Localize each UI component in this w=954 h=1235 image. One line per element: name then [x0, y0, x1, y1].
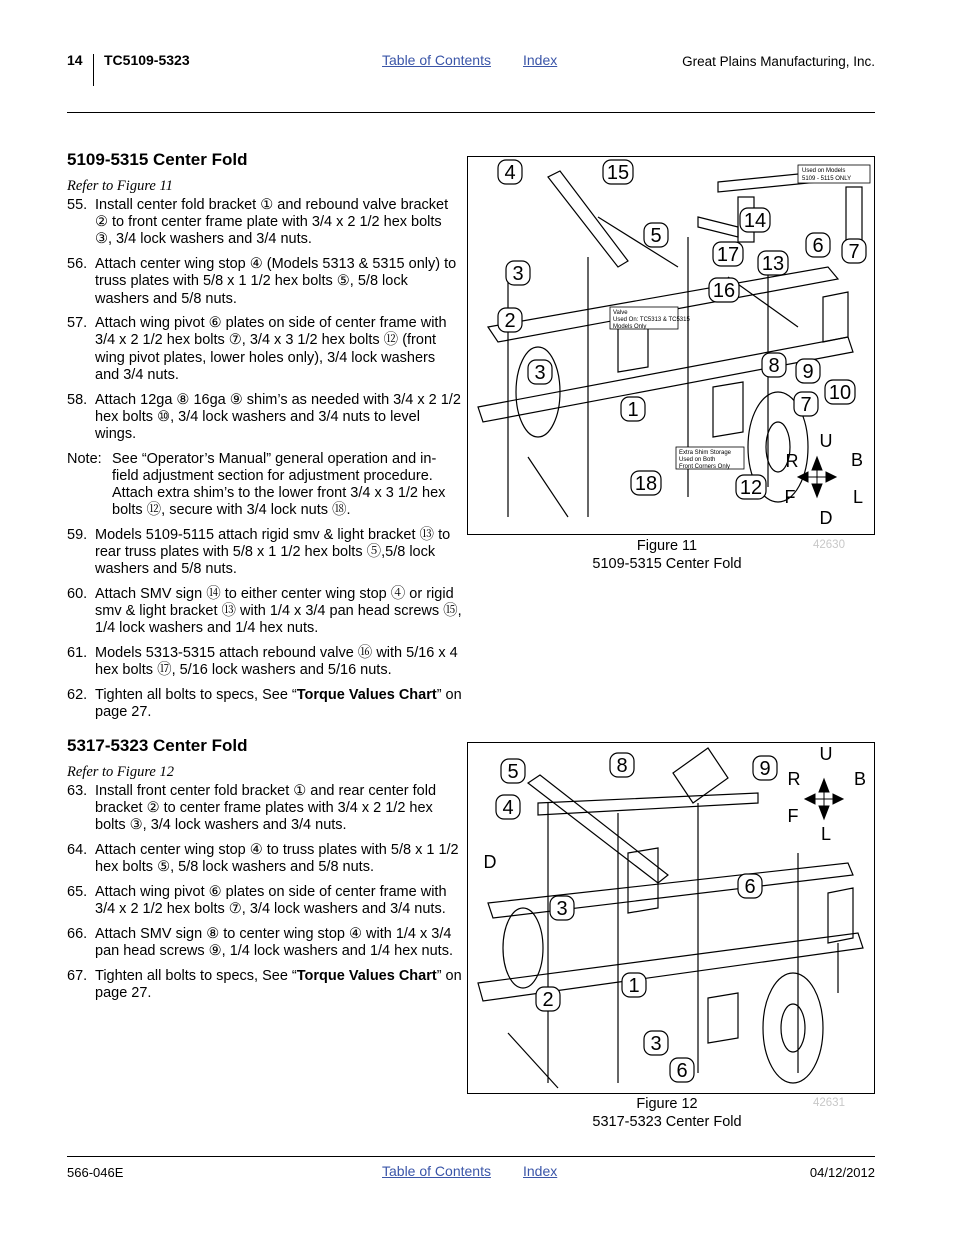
step-number: Note:	[67, 450, 102, 467]
step-text: Attach center wing stop ④ (Models 5313 & 5315 only) to truss plates with 5/8 x 1 1/2 hex bolts ⑤, 5/8 lock washers and 5/8 nuts.	[95, 256, 457, 307]
callout-number: 15	[606, 162, 630, 184]
step-text: Attach SMV sign ⑭ to either center wing stop ④ or rigid smv & light bracket ⑬ with 1/4 x 3/4 pan head screws ⑮, 1/4 lock washers and 1/4 hex nuts.	[95, 586, 462, 637]
note-item	[67, 451, 462, 520]
callout-number: 17	[716, 244, 740, 266]
torque-chart-reference: Torque Values Chart	[296, 687, 437, 704]
svg-text:Used on Both: Used on Both	[679, 457, 716, 463]
step-text: Attach wing pivot ⑥ plates on side of center frame with 3/4 x 2 1/2 hex bolts ⑦, 3/4 x 3 1/2 hex bolts ⑫ (front wing pivot plates, lower holes only), 3/4 lock washers and 3/4 nuts.	[95, 315, 447, 383]
footer-toc-link[interactable]: Table of Contents	[382, 1163, 491, 1179]
callout-number: 3	[650, 1033, 662, 1055]
section1-refer: Refer to Figure 11	[67, 178, 173, 194]
fig11-note-shim: Extra Shim Storage	[679, 450, 732, 456]
step-text: Models 5313-5315 attach rebound valve ⑯ with 5/16 x 4 hex bolts ⑰, 5/16 lock washers and 5/16 nuts.	[95, 645, 458, 679]
step-number: 55.	[67, 197, 88, 213]
step-number: 59.	[67, 526, 88, 543]
step-number: 58.	[67, 391, 88, 408]
center-fold-drawing-1	[468, 157, 874, 534]
direction-label: B	[853, 769, 867, 789]
footer-index-link[interactable]: Index	[523, 1163, 558, 1179]
step-item	[67, 392, 462, 444]
section2-refer: Refer to Figure 12	[67, 764, 174, 780]
section2-steps	[67, 783, 462, 1010]
step-item	[67, 645, 462, 679]
step-text: Tighten all bolts to specs, See “Torque Values Chart” on page 27.	[95, 967, 462, 1002]
callout-number: 3	[534, 362, 546, 384]
callout-number: 9	[759, 758, 771, 780]
header-rule	[67, 112, 875, 113]
center-fold-drawing-2	[468, 743, 874, 1093]
header-divider	[93, 54, 94, 86]
callout-number: 3	[512, 263, 524, 285]
svg-text:5109 - 5115 ONLY: 5109 - 5115 ONLY	[802, 176, 852, 182]
figure-11-illustration	[467, 156, 875, 535]
section1-steps	[67, 197, 462, 729]
callout-number: 6	[812, 235, 824, 257]
direction-label: R	[785, 451, 799, 471]
callout-number: 6	[744, 876, 756, 898]
footer-date: 04/12/2012	[809, 1165, 875, 1180]
header-toc-link[interactable]: Table of Contents	[382, 52, 491, 68]
callout-number: 18	[634, 473, 658, 495]
step-number: 61.	[67, 645, 88, 662]
callout-number: 4	[502, 797, 514, 819]
callout-number: 2	[504, 310, 516, 332]
step-number: 65.	[67, 884, 88, 901]
step-number: 56.	[67, 256, 88, 273]
svg-text:Used On: TC5313 & TC5315: Used On: TC5313 & TC5315	[613, 317, 690, 323]
step-number: 62.	[67, 687, 88, 704]
figure-11-id: 42630	[813, 539, 845, 551]
step-text: Attach center wing stop ④ to truss plates with 5/8 x 1 1/2 hex bolts ⑤, 5/8 lock washers and 5/8 nuts.	[95, 842, 459, 876]
step-item	[67, 315, 462, 384]
direction-label: U	[819, 431, 833, 451]
step-number: 60.	[67, 586, 88, 603]
section1-title: 5109-5315 Center Fold	[67, 150, 248, 169]
direction-label: L	[820, 824, 832, 844]
callout-number: 13	[761, 253, 785, 275]
step-text: Install center fold bracket ① and rebound valve bracket ② to front center frame plate with 3/4 x 2 1/2 hex bolts ③, 3/4 lock washers and 3/4 nuts.	[95, 197, 449, 248]
step-text: See “Operator’s Manual” general operation and in-field adjustment section for adjustment procedure. Attach extra shim’s to the lower front 3/4 x 3 1/2 hex bolts ⑫, secure with 3/4 lock nuts ⑱.	[112, 450, 446, 519]
direction-label: D	[819, 508, 833, 528]
callout-number: 12	[739, 477, 763, 499]
callout-number: 4	[504, 162, 516, 184]
figure-12-illustration	[467, 742, 875, 1094]
step-item	[67, 586, 462, 638]
step-text: Attach SMV sign ⑧ to center wing stop ④ with 1/4 x 3/4 pan head screws ⑨, 1/4 lock washers and 1/4 hex nuts.	[95, 925, 453, 960]
callout-number: 6	[676, 1060, 688, 1082]
step-number: 57.	[67, 315, 88, 332]
callout-number: 8	[768, 355, 780, 377]
step-text: Install front center fold bracket ① and rear center fold bracket ② to center frame plates with 3/4 x 2 1/2 hex bolts ③, 3/4 lock washers and 3/4 nuts.	[95, 783, 437, 834]
step-item	[67, 926, 462, 960]
direction-compass-icon	[805, 779, 843, 819]
step-item	[67, 842, 462, 876]
callout-number: 8	[616, 755, 628, 777]
direction-label: B	[850, 450, 864, 470]
step-item	[67, 197, 462, 249]
step-item	[67, 968, 462, 1002]
step-item	[67, 256, 462, 308]
step-number: 66.	[67, 925, 88, 942]
header-index-link[interactable]: Index	[523, 52, 558, 68]
direction-label: F	[784, 487, 796, 507]
svg-text:Front Corners Only: Front Corners Only	[679, 464, 731, 470]
callout-number: 9	[802, 361, 814, 383]
callout-number: 1	[627, 399, 639, 421]
figure-11-caption: Figure 11 5109-5315 Center Fold	[592, 538, 742, 572]
callout-number: 1	[628, 975, 640, 997]
fig11-note-models: Used on Models	[802, 168, 846, 174]
step-number: 67.	[67, 967, 88, 984]
direction-label: R	[787, 769, 801, 789]
page-number: 14	[67, 52, 83, 68]
step-item	[67, 527, 462, 579]
figure-12-id: 42631	[813, 1097, 845, 1109]
step-text: Attach 12ga ⑧ 16ga ⑨ shim’s as needed with 3/4 x 2 1/2 hex bolts ⑩, 3/4 lock washers and 3/4 nuts to level wings.	[95, 391, 461, 442]
callout-number: 5	[507, 761, 519, 783]
footer-rule	[67, 1156, 875, 1157]
section2-title: 5317-5323 Center Fold	[67, 736, 248, 755]
callout-number: 14	[743, 210, 767, 232]
fig11-note-valve: Valve	[613, 310, 628, 316]
step-text: Models 5109-5115 attach rigid smv & light bracket ⑬ to rear truss plates with 5/8 x 1 1/2 hex bolts ⑤,5/8 lock washers and 5/8 nuts.	[95, 526, 451, 578]
direction-label: F	[787, 806, 799, 826]
callout-number: 7	[800, 394, 812, 416]
step-number: 64.	[67, 842, 88, 859]
direction-label: D	[483, 852, 497, 872]
direction-label: U	[819, 744, 833, 764]
document-id: TC5109-5323	[104, 52, 190, 68]
callout-number: 3	[556, 898, 568, 920]
callout-number: 7	[848, 241, 860, 263]
callout-number: 5	[650, 225, 662, 247]
step-text: Tighten all bolts to specs, See “Torque Values Chart” on page 27.	[95, 687, 462, 721]
step-item	[67, 687, 462, 721]
figure-12-caption: Figure 12 5317-5323 Center Fold	[592, 1096, 742, 1130]
torque-chart-reference: Torque Values Chart	[296, 967, 437, 984]
company-name: Great Plains Manufacturing, Inc.	[682, 54, 875, 69]
step-number: 63.	[67, 783, 88, 799]
callout-number: 10	[828, 382, 852, 404]
svg-text:Models Only: Models Only	[613, 324, 647, 330]
step-text: Attach wing pivot ⑥ plates on side of center frame with 3/4 x 2 1/2 hex bolts ⑦, 3/4 lock washers and 3/4 nuts.	[95, 884, 447, 918]
step-item	[67, 783, 462, 835]
footer-doc-number: 566-046E	[67, 1165, 124, 1180]
step-item	[67, 884, 462, 918]
direction-compass-icon	[798, 457, 836, 497]
callout-number: 2	[542, 989, 554, 1011]
direction-label: L	[852, 487, 864, 507]
callout-number: 16	[712, 280, 736, 302]
